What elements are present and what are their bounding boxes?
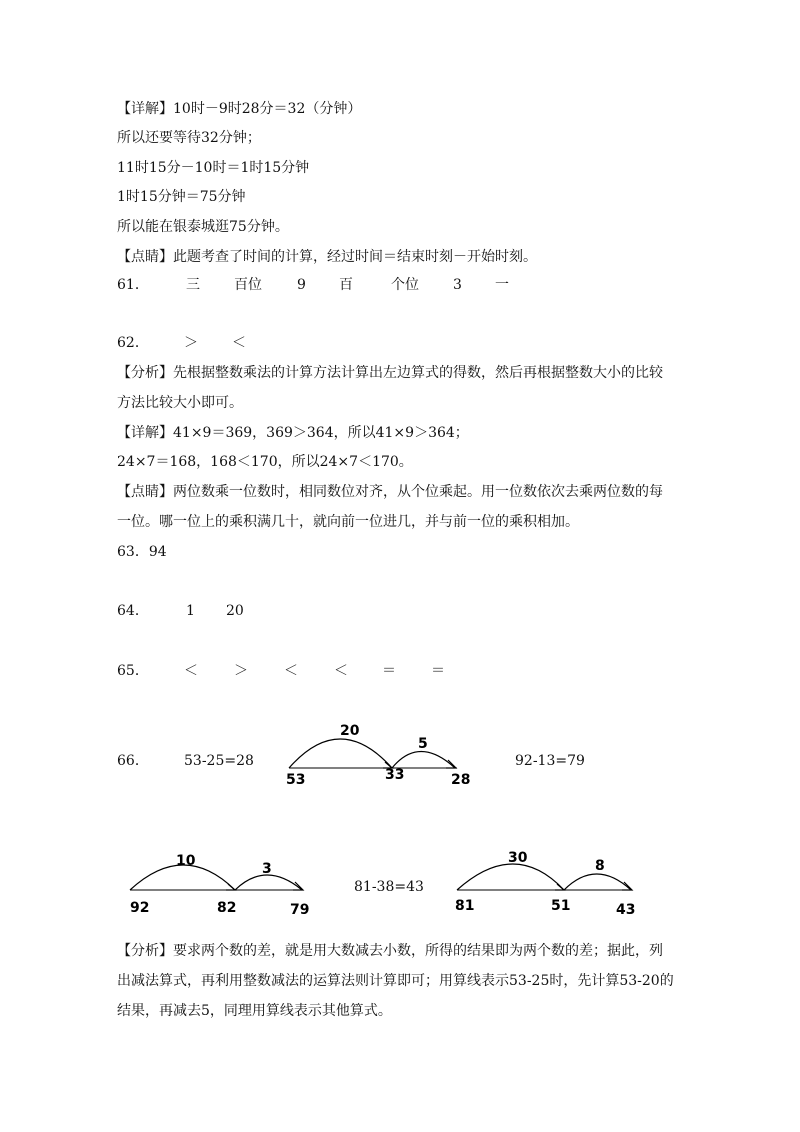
jump-label: 30 <box>508 850 528 866</box>
number-line-svg <box>285 720 475 790</box>
jump-label: 8 <box>595 858 605 874</box>
text-line: 【点睛】此题考查了时间的计算，经过时间＝结束时刻－开始时刻。 <box>117 249 537 265</box>
mid-number: 82 <box>217 900 237 916</box>
answer-cell: 9 <box>297 277 306 293</box>
number-line-diagram <box>453 848 643 920</box>
answer-cell: 百位 <box>234 277 262 293</box>
question-number: 62． <box>117 335 149 351</box>
text-line: 【详解】10时－9时28分＝32（分钟） <box>117 101 362 117</box>
answer-cell: ＜ <box>284 663 298 679</box>
equation: 92-13=79 <box>515 753 585 769</box>
text-line: 【分析】要求两个数的差，就是用大数减去小数，所得的结果即为两个数的差；据此，列 <box>117 943 663 959</box>
answer-cell: 3 <box>453 277 462 293</box>
jump-arc <box>392 752 455 769</box>
equation: 53-25=28 <box>184 753 254 769</box>
question-number: 65． <box>117 663 149 679</box>
jump-arc <box>457 864 564 890</box>
answer-cell: 百 <box>339 277 353 293</box>
answer-cell: ＞ <box>234 663 248 679</box>
answer-cell: ＞ <box>184 335 198 351</box>
answer-cell: ＝ <box>431 663 445 679</box>
answer-cell: 1 <box>186 603 195 619</box>
answer-63: 63．94 <box>117 544 167 560</box>
text-line: 1时15分钟＝75分钟 <box>117 189 246 205</box>
mid-number: 51 <box>551 898 571 914</box>
question-number: 66． <box>117 753 149 769</box>
answer-cell: ＜ <box>184 663 198 679</box>
end-number: 43 <box>616 902 636 918</box>
start-number: 92 <box>130 900 150 916</box>
text-line: 【分析】先根据整数乘法的计算方法计算出左边算式的得数，然后再根据整数大小的比较 <box>117 365 663 381</box>
number-line-diagram <box>285 720 475 790</box>
text-line: 所以能在银泰城逛75分钟。 <box>117 219 289 235</box>
answer-cell: 一 <box>495 277 509 293</box>
number-line-svg <box>453 848 643 920</box>
number-line-diagram <box>126 850 316 920</box>
jump-label: 20 <box>340 723 360 739</box>
mid-number: 33 <box>385 767 405 783</box>
arrow-head <box>293 882 303 890</box>
text-line: 24×7＝168，168＜170，所以24×7＜170。 <box>117 454 413 470</box>
text-line: 出减法算式，再利用整数减法的运算法则计算即可；用算线表示53-25时，先计算53-20的 <box>117 973 674 989</box>
answer-cell: ＝ <box>382 663 396 679</box>
answer-cell: 20 <box>226 603 244 619</box>
jump-arc <box>289 739 392 768</box>
question-number: 64． <box>117 603 149 619</box>
equation: 81-38=43 <box>354 879 424 895</box>
jump-label: 10 <box>176 853 196 869</box>
end-number: 79 <box>290 902 310 918</box>
jump-label: 5 <box>418 736 428 752</box>
answer-cell: 个位 <box>391 277 419 293</box>
arrow-head <box>226 884 235 890</box>
number-line-svg <box>126 850 316 920</box>
answer-cell: ＜ <box>232 335 246 351</box>
text-line: 方法比较大小即可。 <box>117 395 243 411</box>
text-line: 【详解】41×9＝369，369＞364，所以41×9＞364； <box>117 425 469 441</box>
text-line: 【点睛】两位数乘一位数时，相同数位对齐，从个位乘起。用一位数依次去乘两位数的每 <box>117 484 663 500</box>
text-line: 一位。哪一位上的乘积满几十，就向前一位进几，并与前一位的乘积相加。 <box>117 514 579 530</box>
text-line: 结果，再减去5，同理用算线表示其他算式。 <box>117 1003 392 1019</box>
start-number: 53 <box>286 772 306 788</box>
answer-cell: 三 <box>186 277 200 293</box>
jump-label: 3 <box>262 861 272 877</box>
question-number: 61． <box>117 277 149 293</box>
start-number: 81 <box>455 898 475 914</box>
text-line: 所以还要等待32分钟； <box>117 130 261 146</box>
text-line: 11时15分－10时＝1时15分钟 <box>117 160 310 176</box>
jump-arc <box>235 875 302 890</box>
end-number: 28 <box>451 772 471 788</box>
jump-arc <box>564 874 631 890</box>
answer-cell: ＜ <box>334 663 348 679</box>
